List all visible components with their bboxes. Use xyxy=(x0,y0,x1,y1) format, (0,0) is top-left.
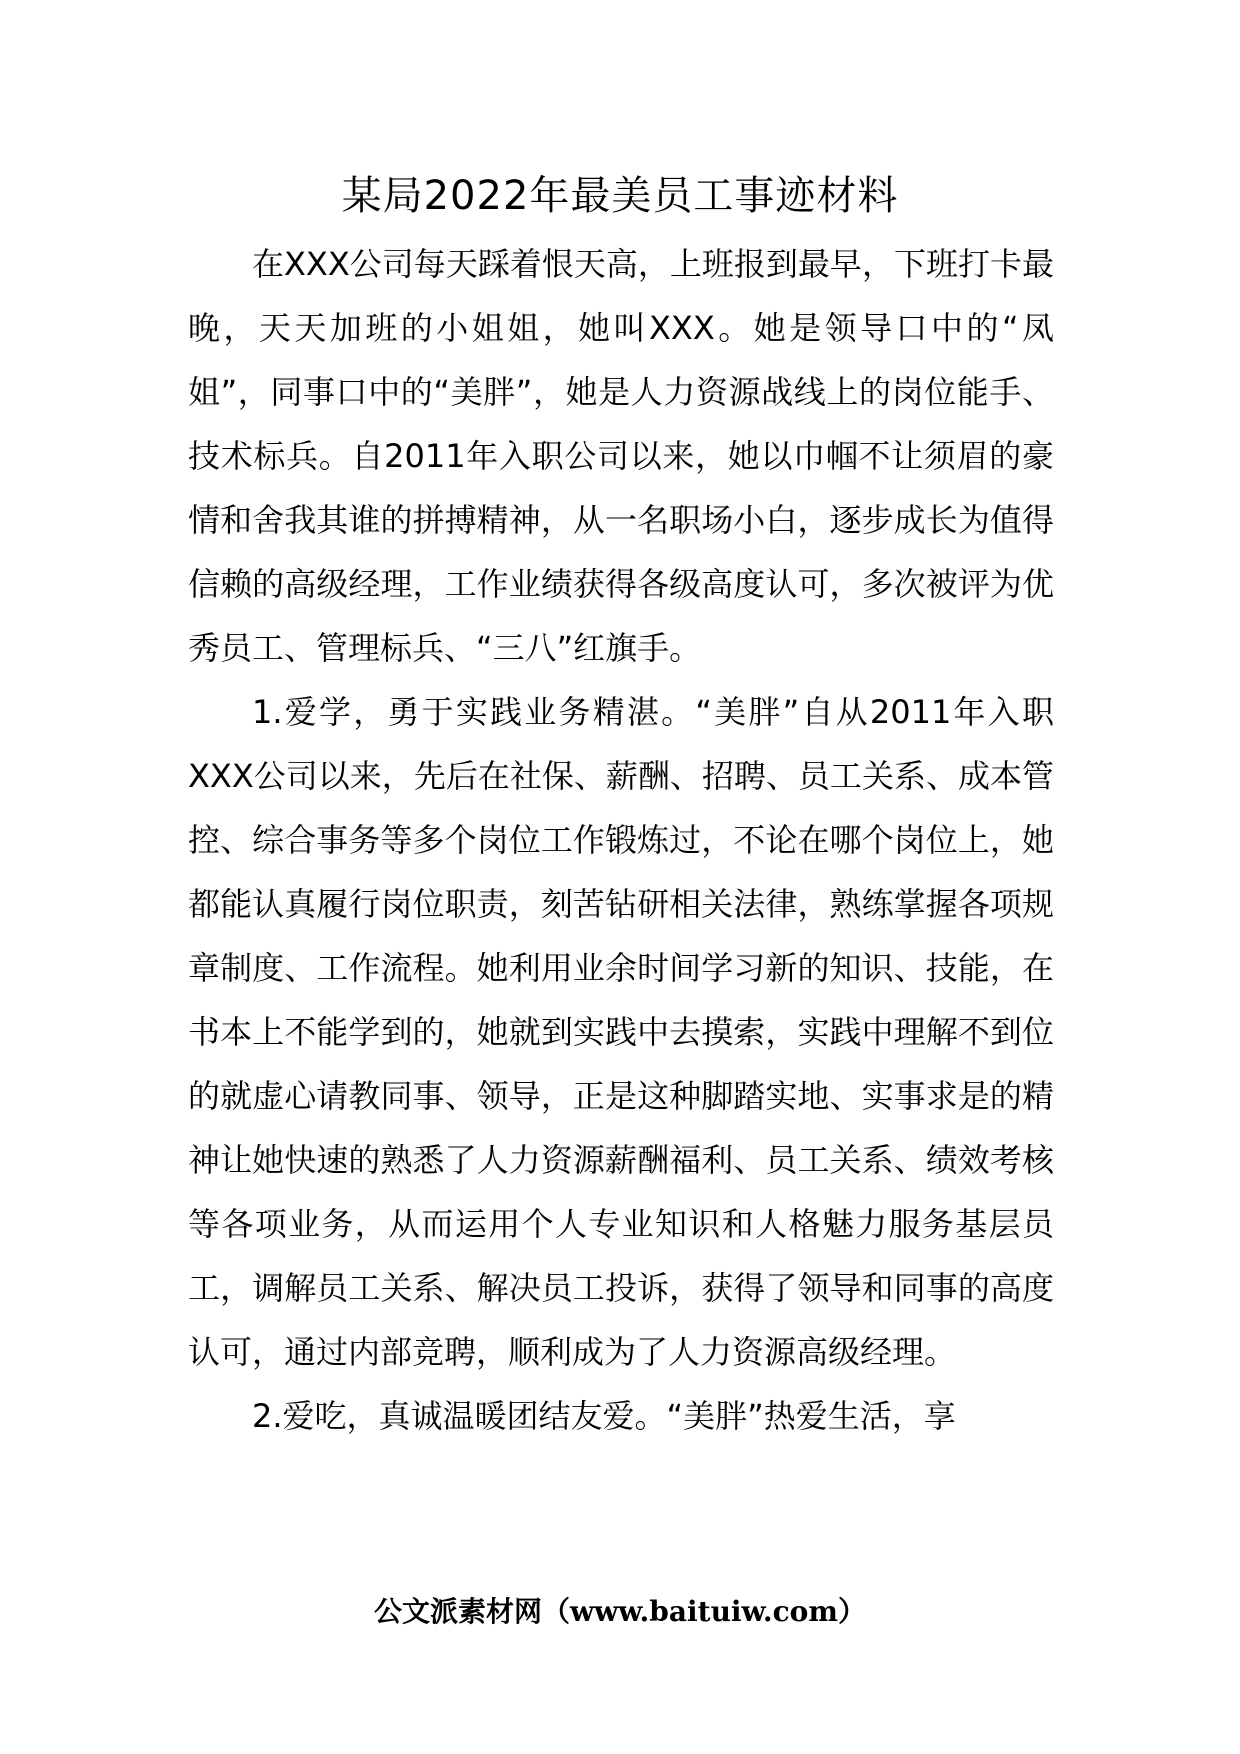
paragraph-intro: 在XXX公司每天踩着恨天高，上班报到最早，下班打卡最晚，天天加班的小姐姐，她叫XXX。她是领导口中的“凤姐”，同事口中的“美胖”，她是人力资源战线上的岗位能手、技术标兵。自2011年入职公司以来，她以巾帼不让须眉的豪情和舍我其谁的拼搏精神，从一名职场小白，逐步成长为值得信赖的高级经理，工作业绩获得各级高度认可，多次被评为优秀员工、管理标兵、“三八”红旗手。 xyxy=(188,245,1054,667)
paragraph-love-learning: 1.爱学，勇于实践业务精湛。“美胖”自从2011年入职XXX公司以来，先后在社保、薪酬、招聘、员工关系、成本管控、综合事务等多个岗位工作锻炼过，不论在哪个岗位上，她都能认真履行岗位职责，刻苦钻研相关法律，熟练掌握各项规章制度、工作流程。她利用业余时间学习新的知识、技能，在书本上不能学到的，她就到实践中去摸索，实践中理解不到位的就虚心请教同事、领导，正是这种脚踏实地、实事求是的精神让她快速的熟悉了人力资源薪酬福利、员工关系、绩效考核等各项业务，从而运用个人专业知识和人格魅力服务基层员工，调解员工关系、解决员工投诉，获得了领导和同事的高度认可，通过内部竞聘，顺利成为了人力资源高级经理。 xyxy=(188,693,1054,1371)
footer-watermark: 公文派素材网（www.baituiw.com） xyxy=(374,1595,866,1628)
paragraph-love-food: 2.爱吃，真诚温暖团结友爱。“美胖”热爱生活，享 xyxy=(252,1397,956,1435)
document-body xyxy=(188,232,1054,1448)
document-title: 某局2022年最美员工事迹材料 xyxy=(341,173,899,219)
